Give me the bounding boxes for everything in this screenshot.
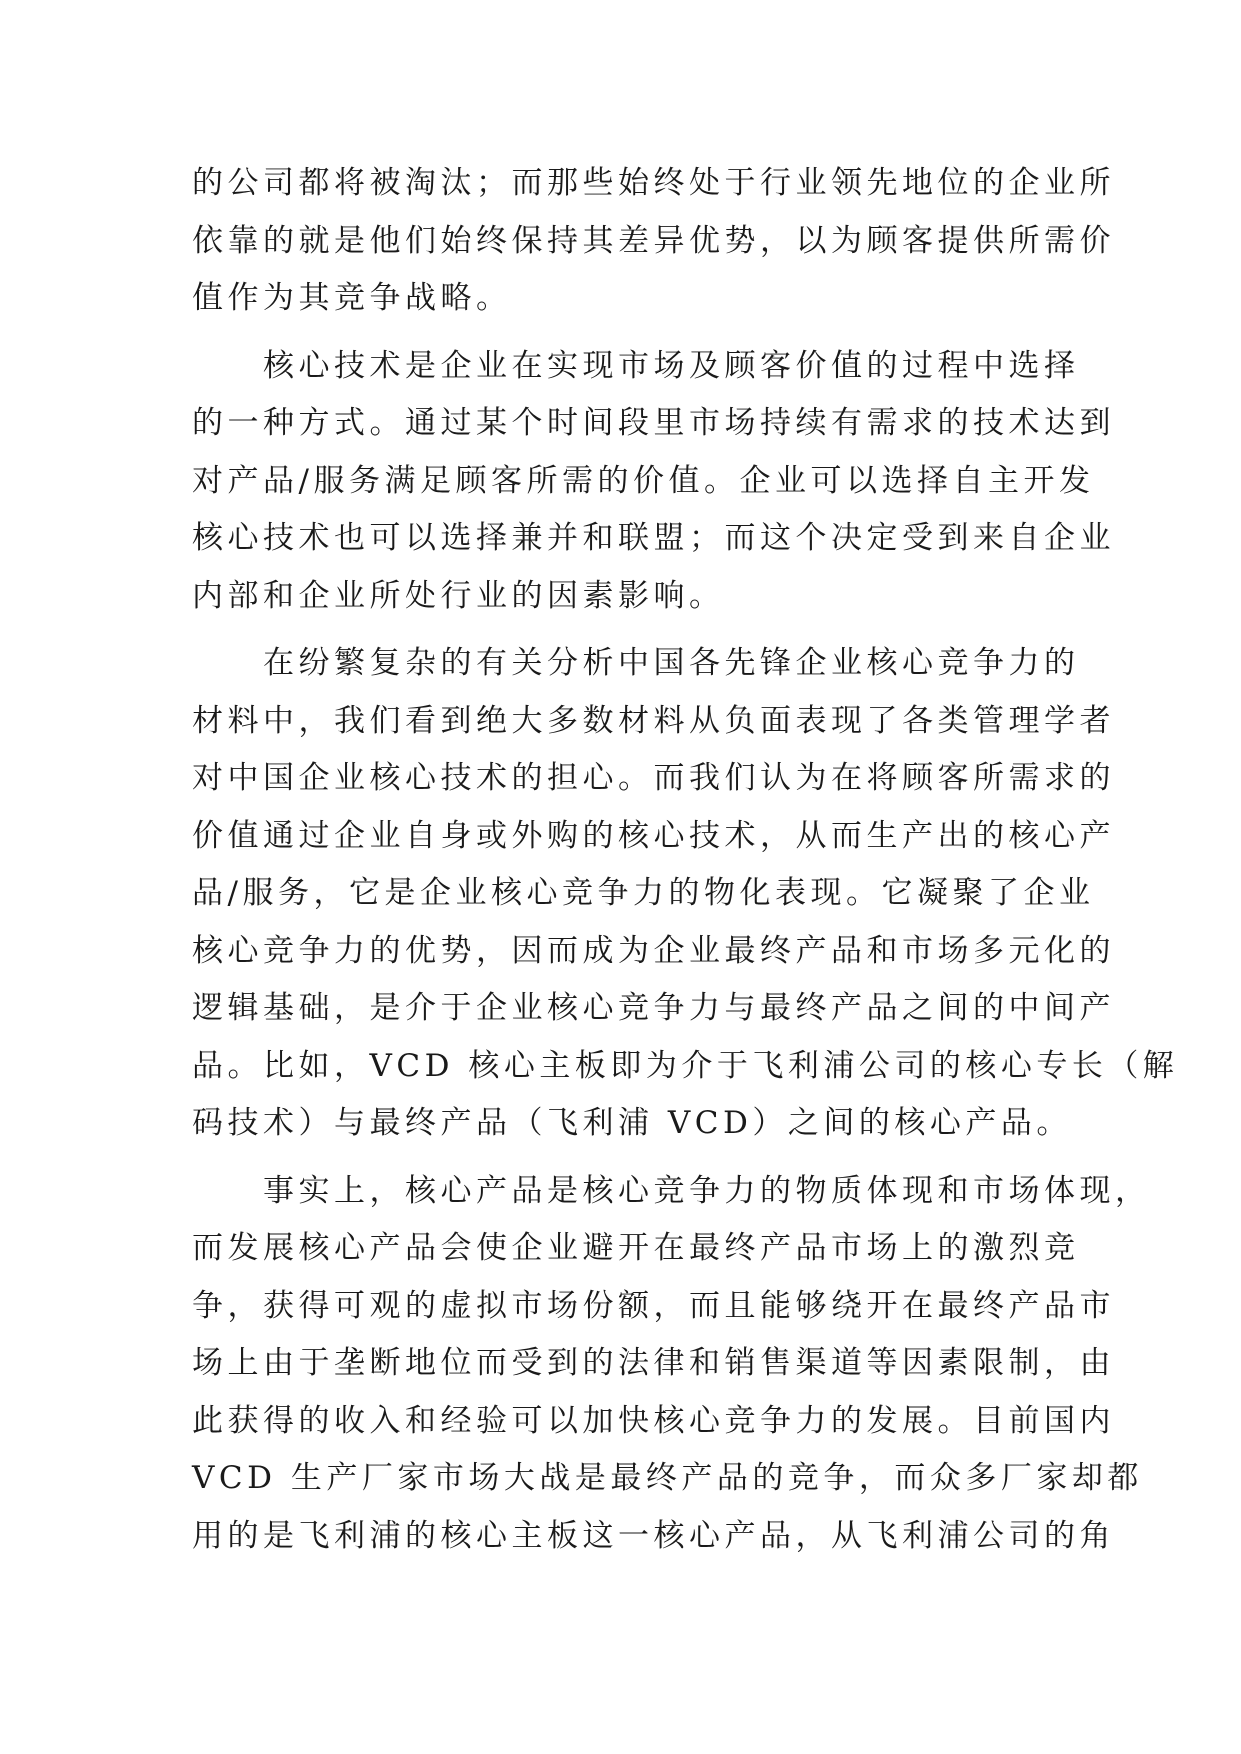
text-line: 核心技术也可以选择兼并和联盟；而这个决定受到来自企业 — [192, 520, 1115, 556]
text-line: 在纷繁复杂的有关分析中国各先锋企业核心竞争力的 — [263, 645, 1080, 681]
text-line: 争，获得可观的虚拟市场份额，而且能够绕开在最终产品市 — [192, 1287, 1115, 1324]
body-text — [192, 155, 1179, 1565]
text-line: 核心技术是企业在实现市场及顾客价值的过程中选择 — [263, 347, 1080, 384]
text-line: 对产品/服务满足顾客所需的价值。企业可以选择自主开发 — [192, 462, 1095, 499]
paragraph-4 — [192, 1163, 1151, 1566]
text-line: 品/服务，它是企业核心竞争力的物化表现。它凝聚了企业 — [192, 875, 1095, 911]
paragraph-3 — [192, 635, 1179, 1153]
paragraph-gap — [192, 625, 1050, 635]
text-line: 核心竞争力的优势，因而成为企业最终产品和市场多元化的 — [192, 932, 1115, 969]
text-line: 的公司都将被淘汰；而那些始终处于行业领先地位的企业所 — [192, 165, 1115, 201]
text-line: VCD 生产厂家市场大战是最终产品的竞争，而众多厂家却都 — [192, 1460, 1143, 1496]
paragraph-2 — [192, 338, 1115, 626]
text-line: 逻辑基础，是介于企业核心竞争力与最终产品之间的中间产 — [192, 990, 1115, 1026]
paragraph-gap — [192, 328, 1050, 338]
text-line: 值作为其竞争战略。 — [192, 280, 512, 316]
paragraph-gap — [192, 1153, 1050, 1163]
text-line: 材料中，我们看到绝大多数材料从负面表现了各类管理学者 — [192, 702, 1115, 739]
text-line: 对中国企业核心技术的担心。而我们认为在将顾客所需求的 — [192, 760, 1115, 796]
text-line: 内部和企业所处行业的因素影响。 — [192, 577, 725, 614]
text-line: 用的是飞利浦的核心主板这一核心产品，从飞利浦公司的角 — [192, 1517, 1115, 1554]
text-line: 品。比如，VCD 核心主板即为介于飞利浦公司的核心专长（解 — [192, 1047, 1179, 1084]
text-line: 的一种方式。通过某个时间段里市场持续有需求的技术达到 — [192, 405, 1115, 441]
text-line: 价值通过企业自身或外购的核心技术，从而生产出的核心产 — [192, 817, 1115, 854]
text-line: 依靠的就是他们始终保持其差异优势，以为顾客提供所需价 — [192, 222, 1115, 259]
text-line: 事实上，核心产品是核心竞争力的物质体现和市场体现， — [263, 1172, 1151, 1209]
text-line: 码技术）与最终产品（飞利浦 VCD）之间的核心产品。 — [192, 1105, 1072, 1141]
text-line: 而发展核心产品会使企业避开在最终产品市场上的激烈竞 — [192, 1230, 1080, 1266]
text-line: 场上由于垄断地位而受到的法律和销售渠道等因素限制，由 — [192, 1345, 1115, 1381]
paragraph-1 — [192, 155, 1115, 328]
text-line: 此获得的收入和经验可以加快核心竞争力的发展。目前国内 — [192, 1402, 1115, 1439]
